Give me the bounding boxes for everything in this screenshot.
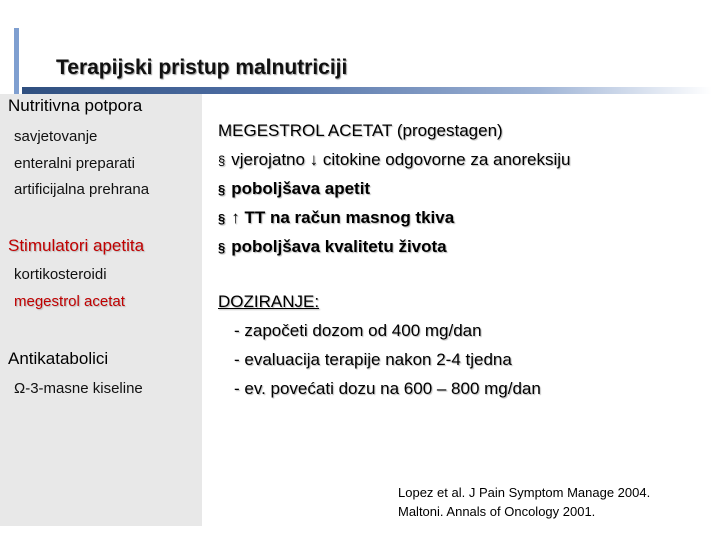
dosing-heading: DOZIRANJE: bbox=[218, 292, 320, 311]
bullet-marker: § bbox=[218, 240, 226, 255]
bullet-text: poboljšava kvalitetu života bbox=[231, 237, 447, 256]
dosing-line: - započeti dozom od 400 mg/dan bbox=[234, 321, 482, 340]
dosing-line: - evaluacija terapije nakon 2-4 tjedna bbox=[234, 350, 512, 369]
title-underline-rule bbox=[22, 87, 712, 94]
bullet-marker: § bbox=[218, 211, 226, 226]
reference-maltoni: Maltoni. Annals of Oncology 2001. bbox=[398, 504, 596, 519]
drug-name: MEGESTROL ACETAT bbox=[218, 121, 393, 140]
bullet-text: ↑ TT na račun masnog tkiva bbox=[231, 208, 455, 227]
bullet-text: vjerojatno ↓ citokine odgovorne za anoreksiju bbox=[231, 150, 571, 169]
bullet-item bbox=[218, 237, 447, 257]
sidebar-item-savjetovanje: savjetovanje bbox=[14, 128, 98, 145]
sidebar-heading-stimulators: Stimulatori apetita bbox=[8, 236, 145, 255]
slide-title: Terapijski pristup malnutriciji bbox=[56, 56, 348, 79]
drug-class: (progestagen) bbox=[392, 121, 503, 140]
title-accent-bar bbox=[14, 28, 19, 94]
bullet-marker: § bbox=[218, 153, 226, 168]
sidebar-item-enteralni: enteralni preparati bbox=[14, 155, 135, 172]
sidebar-item-kortikosteroidi: kortikosteroidi bbox=[14, 266, 107, 283]
drug-heading bbox=[218, 121, 503, 141]
reference-lopez: Lopez et al. J Pain Symptom Manage 2004. bbox=[398, 485, 651, 500]
sidebar-heading-nutritive: Nutritivna potpora bbox=[8, 96, 143, 115]
sidebar-item-omega3: Ω-3-masne kiseline bbox=[14, 380, 143, 397]
sidebar-item-megestrol: megestrol acetat bbox=[14, 293, 125, 310]
bullet-item bbox=[218, 150, 571, 170]
dosing-line: - ev. povećati dozu na 600 – 800 mg/dan bbox=[234, 379, 541, 398]
bullet-marker: § bbox=[218, 182, 226, 197]
sidebar-item-artificijalna: artificijalna prehrana bbox=[14, 181, 150, 198]
bullet-item bbox=[218, 179, 370, 199]
bullet-text: poboljšava apetit bbox=[231, 179, 371, 198]
sidebar-heading-antikatabolic: Antikatabolici bbox=[8, 349, 109, 368]
bullet-item bbox=[218, 208, 454, 228]
